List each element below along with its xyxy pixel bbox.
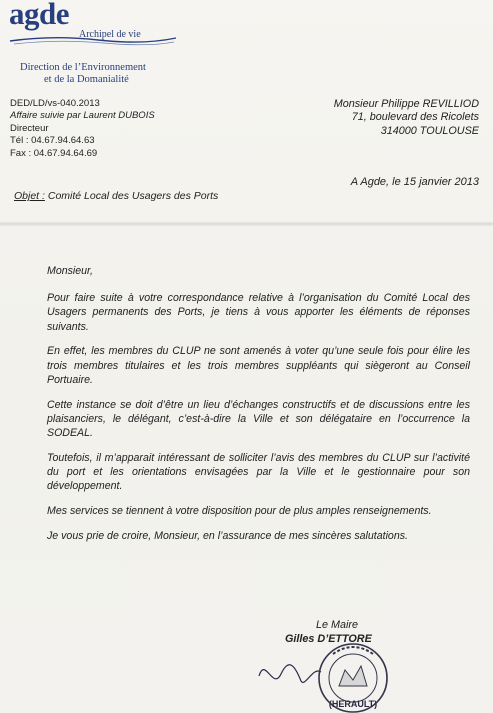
signature-title: Le Maire	[316, 619, 359, 631]
followed-by: Affaire suivie par Laurent DUBOIS	[10, 110, 155, 122]
salutation: Monsieur,	[47, 265, 93, 277]
paragraph-2: En effet, les membres du CLUP ne sont amenés à voter qu’une seule fois pour élire les trois membres titulaires et les trois membres suppléants qui siègeront au Conseil Portuaire.	[47, 345, 470, 386]
sender-references	[10, 98, 210, 160]
paper-fold	[0, 222, 493, 226]
paragraph-4: Toutefois, il m’apparait intéressant de solliciter l’avis des membres du CLUP sur l’activité du port et les orientations envisagées par la Ville et le gestionnaire pour son développement.	[47, 451, 470, 493]
sender-fax: Fax : 04.67.94.64.69	[10, 147, 98, 159]
official-stamp	[255, 636, 405, 713]
recipient-name: Monsieur Philippe REVILLIOD	[333, 98, 479, 110]
paragraph-3: Cette instance se doit d’être un lieu d’échanges constructifs et de discussions entre les plaisanciers, le délégant, c’est-à-dire la Ville et son délégataire en l’occurrence la SODEAL.	[47, 398, 470, 440]
handwritten-signature	[259, 665, 321, 683]
recipient-address	[259, 98, 479, 138]
subject-line	[14, 190, 218, 202]
agde-logo: agde	[9, 0, 69, 31]
sender-phone: Tél : 04.67.94.64.63	[10, 135, 95, 147]
reference-number: DED/LD/vs-040.2013	[10, 98, 100, 109]
department-line-2: et de la Domanialité	[44, 74, 129, 85]
paragraph-5: Mes services se tiennent à votre disposition pour de plus amples renseignements.	[47, 505, 432, 518]
stamp-text: (HERAULT)	[328, 699, 378, 709]
logo-wave-graphic	[8, 34, 178, 46]
letter-body	[47, 264, 470, 554]
signature-name: Gilles D’ETTORE	[285, 633, 372, 645]
paragraph-1: Pour faire suite à votre correspondance relative à l’organisation du Comité Local des Usagers permanents des Ports, je tiens à vous apporter les éléments de réponses suivants.	[47, 292, 470, 333]
department-line-1: Direction de l’Environnement	[20, 62, 146, 73]
recipient-city: 314000 TOULOUSE	[380, 124, 479, 137]
department-block	[20, 62, 200, 86]
subject-text: Comité Local des Usagers des Ports	[47, 190, 219, 202]
paragraph-closing: Je vous prie de croire, Monsieur, en l’assurance de mes sincères salutations.	[47, 529, 408, 542]
recipient-street: 71, boulevard des Ricolets	[351, 111, 479, 124]
letter-date: A Agde, le 15 janvier 2013	[350, 176, 479, 188]
sender-role: Directeur	[10, 122, 49, 134]
subject-label: Objet :	[14, 190, 45, 202]
logo-tagline: Archipel de vie	[79, 29, 141, 40]
